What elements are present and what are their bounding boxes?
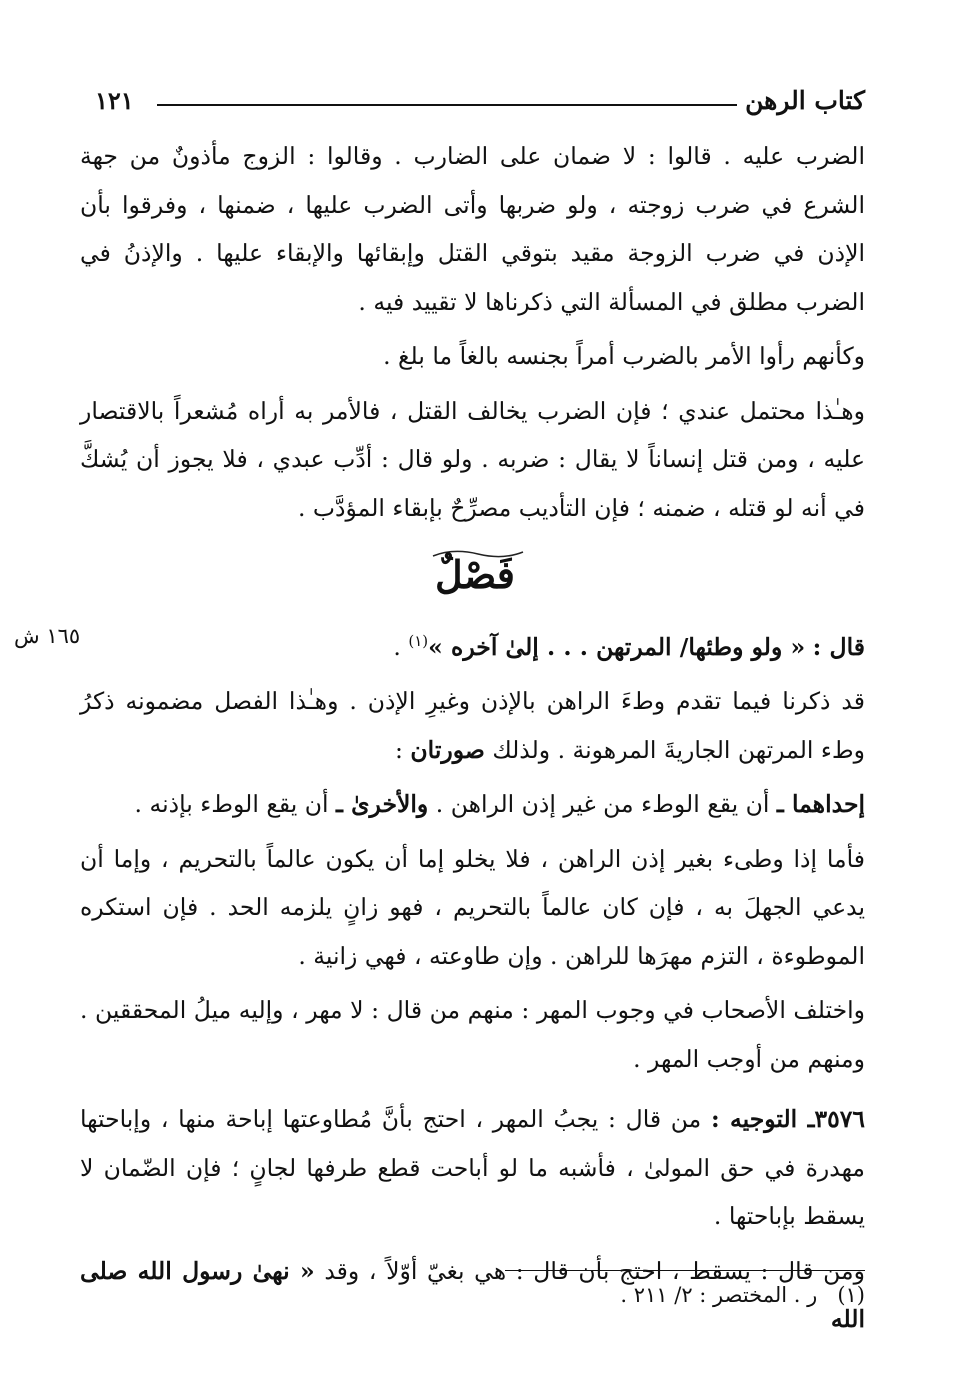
case-one-label: إحداهما ـ (776, 790, 865, 819)
section-ornament-heading: فَصْلٌ (435, 552, 515, 597)
paragraph-bold: صورتان (410, 735, 485, 764)
paragraph: وكأنهم رأوا الأمر بالضرب أمراً بجنسه بالغاً ما بلغ . (383, 342, 865, 370)
page-number: ١٢١ (95, 86, 134, 115)
case-one-text: أن يقع الوطء من غير إذن الراهن . (435, 790, 770, 819)
case-two-text: أن يقع الوطء بإذنه . (134, 790, 329, 819)
header-title: كتاب الرهن (745, 86, 865, 115)
paragraph: الضرب عليه . قالوا : لا ضمان على الضارب . وقالوا : الزوج مأذونٌ من جهة الشرع في ضرب زوجته ، ولو ضربها وأتى الضرب عليها ، ضمنها ، وفرقوا بأن الإذن في ضرب الزوجة مقيد بتوقي القتل وإبقائها والإبقاء عليها . والإذنُ في الضرب مطلق في المسألة التي ذكرناها لا تقييد فيه . (80, 142, 865, 316)
paragraph: واختلف الأصحاب في وجوب المهر : منهم من قال : لا مهر ، وإليه ميلُ المحققين . ومنهم من أوجب المهر . (80, 996, 865, 1073)
paragraph-text: ومن قال : يسقط ، احتج بأن قال : هي بغيّ أوّلاً ، وقد (324, 1256, 865, 1285)
footnote-text: ر . المختصر : ٢/ ٢١١ . (620, 1283, 818, 1307)
paragraph (80, 1095, 865, 1241)
paragraph: وهـٰذا محتمل عندي ؛ فإن الضرب يخالف القتل ، فالأمر به أراه مُشعراً بالاقتصار عليه ، ومن قتل إنساناً لا يقال : ضربه . ولو قال : أدِّب عبدي ، فلا يجوز أن يُشكَّ في أنه لو قتله ، ضمنه ؛ فإن التأديب مصرِّحٌ بإبقاء المؤدَّب . (80, 396, 865, 522)
footnote (620, 1283, 865, 1307)
qala-line (80, 617, 865, 671)
paragraph-end: : (395, 735, 403, 764)
case-two-label: والأخرىٰ ـ (336, 790, 429, 819)
section-one (80, 132, 865, 532)
running-header (95, 86, 865, 120)
paragraph (80, 677, 865, 774)
paragraph-text: قد ذكرنا فيما تقدم وطءَ الراهن بالإذن وغيرِ الإذن . وهـٰذا الفصل مضمونه ذكرُ وطء المرتهن الجاريةَ المرهونة . ولذلك (80, 687, 865, 764)
numbered-heading: ٣٥٧٦ـ التوجيه : (710, 1105, 865, 1134)
qala-end: . (393, 632, 409, 661)
paragraph-bold: « نهىٰ رسول الله صلى الله (80, 1256, 865, 1334)
paragraph: فأما إذا وطىء بغير إذن الراهن ، فلا يخلو إما أن يكون عالماً بالتحريم ، وإما أن يدعي الجهلَ به ، فإن كان عالماً بالتحريم ، فهو زانٍ يلزمه الحد . فإن استكره الموطوءة ، التزم مهرَها للراهن . وإن طاوعته ، فهي زانية . (80, 844, 865, 970)
qala-quote: « ولو وطئها/ المرتهن . . . إلىٰ آخره » (428, 632, 806, 661)
header-rule (157, 104, 737, 106)
footnote-ref: (١) (408, 632, 429, 650)
margin-folio-note: ١٦٥ ش (14, 624, 81, 648)
section-two (80, 617, 865, 1344)
paragraph (80, 780, 865, 829)
footnote-rule (505, 1270, 865, 1271)
footnote-number: (١) (837, 1283, 865, 1307)
qala-label: قال : (812, 632, 865, 661)
paragraph-text: من قال : يجبُ المهر ، احتج بأنَّ مُطاوعتها إباحة منها ، وإباحتها مهدرة في حق المولىٰ ، فأشبه ما لو أباحت قطع طرفها لجانٍ ؛ فإن الضّمان لا يسقط بإباحتها . (80, 1105, 865, 1231)
